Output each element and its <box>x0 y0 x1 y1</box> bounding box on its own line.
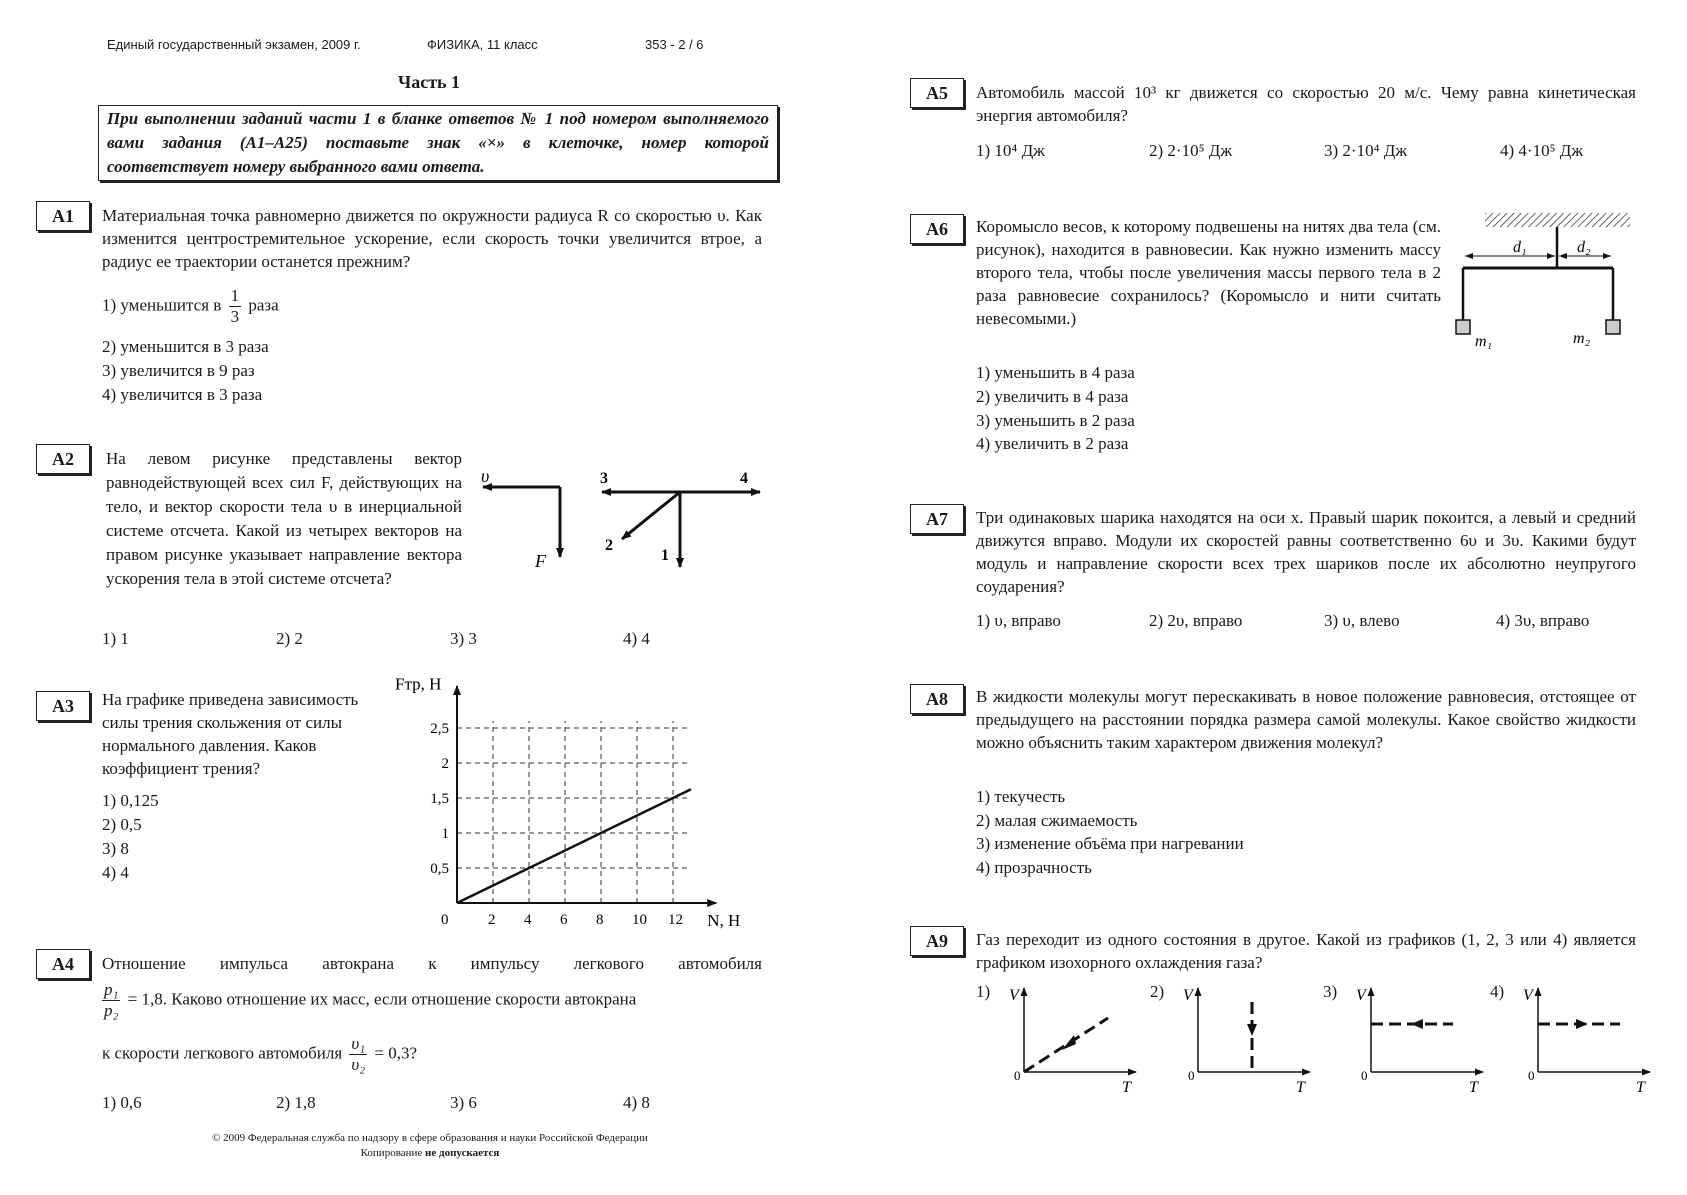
a9-graph-svg <box>1343 982 1493 1094</box>
t-axis-label: T <box>1122 1079 1131 1096</box>
vector-figure-a2 <box>475 462 775 572</box>
a9-graph-svg <box>1510 982 1660 1094</box>
answer-a5-2: 2) 2·10⁵ Дж <box>1149 141 1233 160</box>
vector-2 <box>622 492 680 539</box>
instructions-text: При выполнении заданий части 1 в бланке ответов № 1 под номером выполняемого вами задания (A1–A25) поставьте знак «×» в клеточке, номер которой соответствует номеру выбранного вами ответа. <box>107 109 769 176</box>
t-axis-label: T <box>1296 1079 1305 1096</box>
answer-a7-4: 4) 3υ, вправо <box>1496 611 1590 630</box>
page-code: 353 - 2 / 6 <box>645 37 704 52</box>
velocity-label: υ <box>481 466 490 486</box>
m2-label: m₂ <box>1573 330 1591 347</box>
t-axis-label: T <box>1636 1079 1645 1096</box>
fraction-p1: p₁ <box>104 980 119 999</box>
fraction-p2: p₂ <box>104 1001 119 1020</box>
d1-label: d₁ <box>1513 239 1527 256</box>
vector-4-label: 4 <box>740 470 748 487</box>
answer-a1-2: 2) уменьшится в 3 раза <box>102 337 269 356</box>
x-tick-label: 10 <box>632 912 647 928</box>
question-label-a8: A8 <box>910 684 964 714</box>
question-text-a4b <box>102 980 636 1021</box>
a9-graph-svg <box>1170 982 1320 1094</box>
answer-a6-2: 2) увеличить в 4 раза <box>976 387 1129 406</box>
process-arrow <box>1411 1019 1423 1029</box>
ceiling <box>1485 213 1630 227</box>
process-arrow <box>1247 1024 1257 1036</box>
v-axis-label: V <box>1356 987 1366 1004</box>
y-tick-label: 2,5 <box>430 721 449 737</box>
answer-a8-2: 2) малая сжимаемость <box>976 811 1138 830</box>
fraction-p1-p2 <box>102 980 120 1021</box>
answer-a8-4: 4) прозрачность <box>976 858 1092 877</box>
answer-a1-3: 3) увеличится в 9 раз <box>102 361 255 380</box>
answer-a4-3: 3) 6 <box>450 1093 477 1112</box>
process-arrow <box>1576 1019 1588 1029</box>
question-text-a4a: Отношение импульса автокрана к импульсу легкового автомобиля <box>102 954 762 973</box>
fraction-v1-v2 <box>349 1034 367 1075</box>
v-axis-label: V <box>1009 987 1019 1004</box>
question-label-a5: A5 <box>910 78 964 108</box>
x-tick-label: 4 <box>524 912 532 928</box>
question-text-a6: Коромысло весов, к которому подвешены на нитях два тела (см. рисунок), находится в равновесии. Как нужно изменить массу второго тела, чтобы после увеличения массы первого тела в 2 раза равновесие сохранилось? (Коромысло и нити считать невесомыми.) <box>976 217 1441 328</box>
origin-label: 0 <box>1528 1068 1535 1083</box>
fraction-den: 3 <box>230 307 240 326</box>
m1-label: m₁ <box>1475 333 1493 350</box>
answer-a3-4: 4) 4 <box>102 863 129 882</box>
answer-a1-4: 4) увеличится в 3 раза <box>102 385 263 404</box>
x-tick-label: 2 <box>488 912 496 928</box>
exam-title: Единый государственный экзамен, 2009 г. <box>107 37 361 52</box>
answer-a6-4: 4) увеличить в 2 раза <box>976 434 1129 453</box>
footer <box>150 1131 710 1161</box>
question-text-a1: Материальная точка равномерно движется по окружности радиуса R со скоростью υ. Как изменится центростремительное ускорение, если скорость точки увеличится втрое, а радиус ее траектории останется прежним? <box>102 206 762 271</box>
question-label-a4: A4 <box>36 949 90 979</box>
subject: ФИЗИКА, 11 класс <box>427 37 538 52</box>
answer-a1-1-suffix: раза <box>248 295 279 315</box>
v-axis-label: V <box>1523 987 1533 1004</box>
answer-a2-4: 4) 4 <box>623 629 650 648</box>
question-label-a7: A7 <box>910 504 964 534</box>
question-label-a6: A6 <box>910 214 964 244</box>
y-tick-label: 1,5 <box>430 791 449 807</box>
a9-graph-svg <box>996 982 1146 1094</box>
x-axis-label: N, Н <box>707 911 741 930</box>
answer-a4-4: 4) 8 <box>623 1093 650 1112</box>
footer-copy-b: не допускается <box>425 1147 500 1159</box>
y-tick-label: 2 <box>441 756 449 772</box>
a9-graph-label: 4) <box>1490 982 1505 1001</box>
x-tick-label: 8 <box>596 912 604 928</box>
answer-a6-1: 1) уменьшить в 4 раза <box>976 363 1135 382</box>
d2-label: d₂ <box>1577 239 1591 256</box>
vector-3-label: 3 <box>600 470 608 487</box>
vector-1-label: 1 <box>661 547 669 564</box>
question-text-a2: На левом рисунке представлены вектор равнодействующей всех сил F, действующих на тело, и вектор скорости тела υ в инерциальной системе отсчета. Какой из четырех векторов на правом рисунке указывает направление вектора ускорения тела в этой системе отсчета? <box>106 449 462 588</box>
mass-1-block <box>1456 320 1470 334</box>
answer-a8-1: 1) текучесть <box>976 787 1066 806</box>
question-text-a7: Три одинаковых шарика находятся на оси x. Правый шарик покоится, а левый и средний движутся вправо. Модули их скоростей равны соответственно 6υ и 3υ. Какими будут модуль и направление скорости всех трех шариков после их абсолютно неупругого соударения? <box>976 508 1636 596</box>
t-axis-label: T <box>1469 1079 1478 1096</box>
question-text-a9: Газ переходит из одного состояния в другое. Какой из графиков (1, 2, 3 или 4) является графиком изохорного охлаждения газа? <box>976 930 1636 972</box>
answer-a3-1: 1) 0,125 <box>102 791 159 810</box>
footer-copyright: © 2009 Федеральная служба по надзору в сфере образования и науки Российской Федерации <box>212 1132 648 1144</box>
v-axis-label: V <box>1183 987 1193 1004</box>
y-tick-label: 1 <box>441 826 449 842</box>
origin-label: 0 <box>1014 1068 1021 1083</box>
a9-graph-2 <box>1150 982 1310 1094</box>
question-label-a9: A9 <box>910 926 964 956</box>
scale-figure-a6 <box>1455 208 1635 353</box>
y-axis-label: Fтр, Н <box>395 674 442 694</box>
instructions-box <box>98 105 778 181</box>
x-tick-label: 6 <box>560 912 568 928</box>
answer-a2-1: 1) 1 <box>102 629 129 648</box>
x-tick-label: 12 <box>668 912 683 928</box>
y-tick-label: 0,5 <box>430 861 449 877</box>
answer-a4-2: 2) 1,8 <box>276 1093 316 1112</box>
answer-a8-3: 3) изменение объёма при нагревании <box>976 834 1244 853</box>
answer-a7-1: 1) υ, вправо <box>976 611 1061 630</box>
answer-a5-4: 4) 4·10⁵ Дж <box>1500 141 1584 160</box>
a4-text-d: = 0,3? <box>374 1043 418 1063</box>
a9-graph-label: 1) <box>976 982 991 1001</box>
question-text-a5: Автомобиль массой 10³ кг движется со скоростью 20 м/с. Чему равна кинетическая энергия автомобиля? <box>976 83 1636 125</box>
answer-a2-3: 3) 3 <box>450 629 477 648</box>
part-title: Часть 1 <box>398 72 461 92</box>
a4-text-b: = 1,8. Каково отношение их масс, если отношение скорости автокрана <box>127 989 637 1009</box>
a4-text-c: к скорости легкового автомобиля <box>102 1043 343 1063</box>
fraction-v1: υ₁ <box>351 1034 366 1053</box>
answer-a3-2: 2) 0,5 <box>102 815 142 834</box>
answer-a4-1: 1) 0,6 <box>102 1093 142 1112</box>
a9-graph-4 <box>1490 982 1650 1094</box>
fraction-one-third <box>229 286 242 327</box>
a9-graph-3 <box>1323 982 1483 1094</box>
question-label-a1: A1 <box>36 201 90 231</box>
answer-a7-2: 2) 2υ, вправо <box>1149 611 1243 630</box>
answer-a3-3: 3) 8 <box>102 839 129 858</box>
answer-a1-1 <box>102 286 279 327</box>
a9-graph-label: 3) <box>1323 982 1338 1001</box>
friction-line <box>457 789 691 903</box>
answer-a6-3: 3) уменьшить в 2 раза <box>976 411 1135 430</box>
answer-a1-1-prefix: 1) уменьшится в <box>102 295 222 315</box>
question-text-a8: В жидкости молекулы могут перескакивать в новое положение равновесия, отстоящее от предыдущего на расстоянии порядка размера самой молекулы. Какое свойство жидкости можно объяснить таким характером движения молекул? <box>976 687 1636 752</box>
question-text-a4c <box>102 1034 417 1075</box>
question-label-a3: A3 <box>36 691 90 721</box>
fraction-v2: υ₂ <box>351 1055 366 1074</box>
a9-graph-1 <box>976 982 1136 1094</box>
question-label-a2: A2 <box>36 444 90 474</box>
answer-a7-3: 3) υ, влево <box>1324 611 1400 630</box>
x-tick-label: 0 <box>441 912 449 928</box>
question-text-a3: На графике приведена зависимость силы трения скольжения от силы нормального давления. Каков коэффициент трения? <box>102 690 359 778</box>
answer-a5-1: 1) 10⁴ Дж <box>976 141 1045 160</box>
vector-2-label: 2 <box>605 537 613 554</box>
process-arrow <box>1062 1035 1076 1050</box>
fraction-num: 1 <box>230 286 240 305</box>
answer-a5-3: 3) 2·10⁴ Дж <box>1324 141 1408 160</box>
footer-copy-notice <box>150 1146 710 1161</box>
footer-copy-a: Копирование <box>360 1147 426 1159</box>
origin-label: 0 <box>1361 1068 1368 1083</box>
answer-a2-2: 2) 2 <box>276 629 303 648</box>
a9-graph-label: 2) <box>1150 982 1165 1001</box>
friction-chart <box>395 674 741 935</box>
origin-label: 0 <box>1188 1068 1195 1083</box>
mass-2-block <box>1606 320 1620 334</box>
force-label: F <box>535 551 546 571</box>
